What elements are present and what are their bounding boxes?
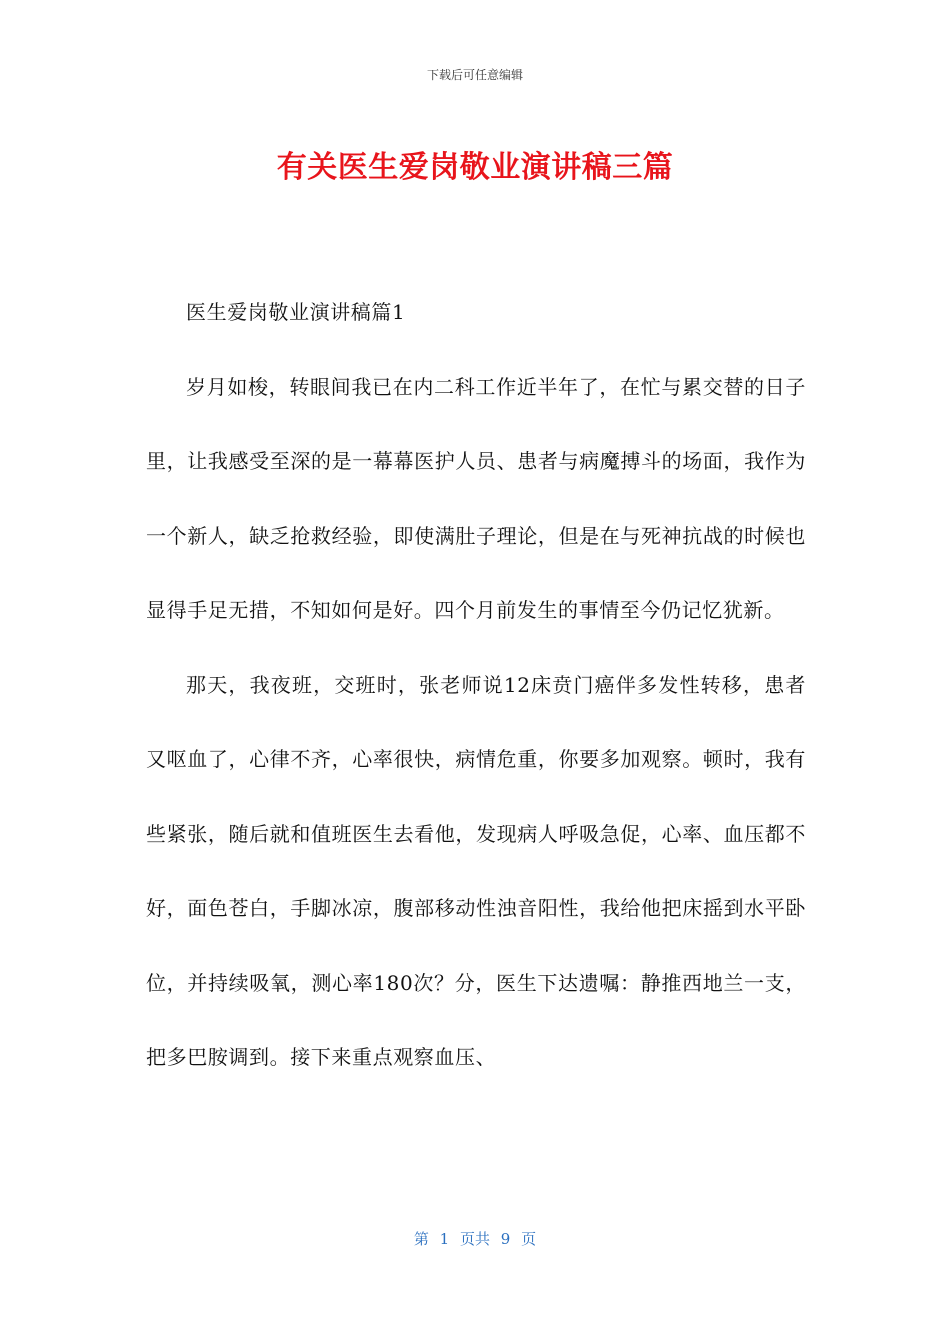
footer-total-pages: 9 bbox=[500, 1230, 511, 1248]
body-paragraph: 那天，我夜班，交班时，张老师说12床贲门癌伴多发性转移，患者又呕血了，心律不齐，心率很快，病情危重，你要多加观察。顿时，我有些紧张，随后就和值班医生去看他，发现病人呼吸急促，心率、血压都不好，面色苍白，手脚冰凉，腹部移动性浊音阳性，我给他把床摇到水平卧位，并持续吸氧，测心率180次？分，医生下达遗嘱：静推西地兰一支，把多巴胺调到。接下来重点观察血压、 bbox=[146, 672, 806, 1069]
footer-middle: 页共 bbox=[459, 1230, 490, 1248]
footer-prefix: 第 bbox=[413, 1230, 429, 1248]
section-heading: 医生爱岗敬业演讲稿篇1 bbox=[186, 300, 406, 324]
footer-current-page: 1 bbox=[439, 1230, 450, 1248]
document-body bbox=[146, 275, 806, 1095]
footer-suffix: 页 bbox=[521, 1230, 537, 1248]
header-note: 下载后可任意编辑 bbox=[426, 68, 523, 82]
document-title: 有关医生爱岗敬业演讲稿三篇 bbox=[276, 150, 674, 185]
body-paragraph: 岁月如梭，转眼间我已在内二科工作近半年了，在忙与累交替的日子里，让我感受至深的是一幕幕医护人员、患者与病魔搏斗的场面，我作为一个新人，缺乏抢救经验，即使满肚子理论，但是在与死神抗战的时候也显得手足无措，不知如何是好。四个月前发生的事情至今仍记忆犹新。 bbox=[146, 374, 806, 622]
page-footer bbox=[0, 1228, 950, 1249]
